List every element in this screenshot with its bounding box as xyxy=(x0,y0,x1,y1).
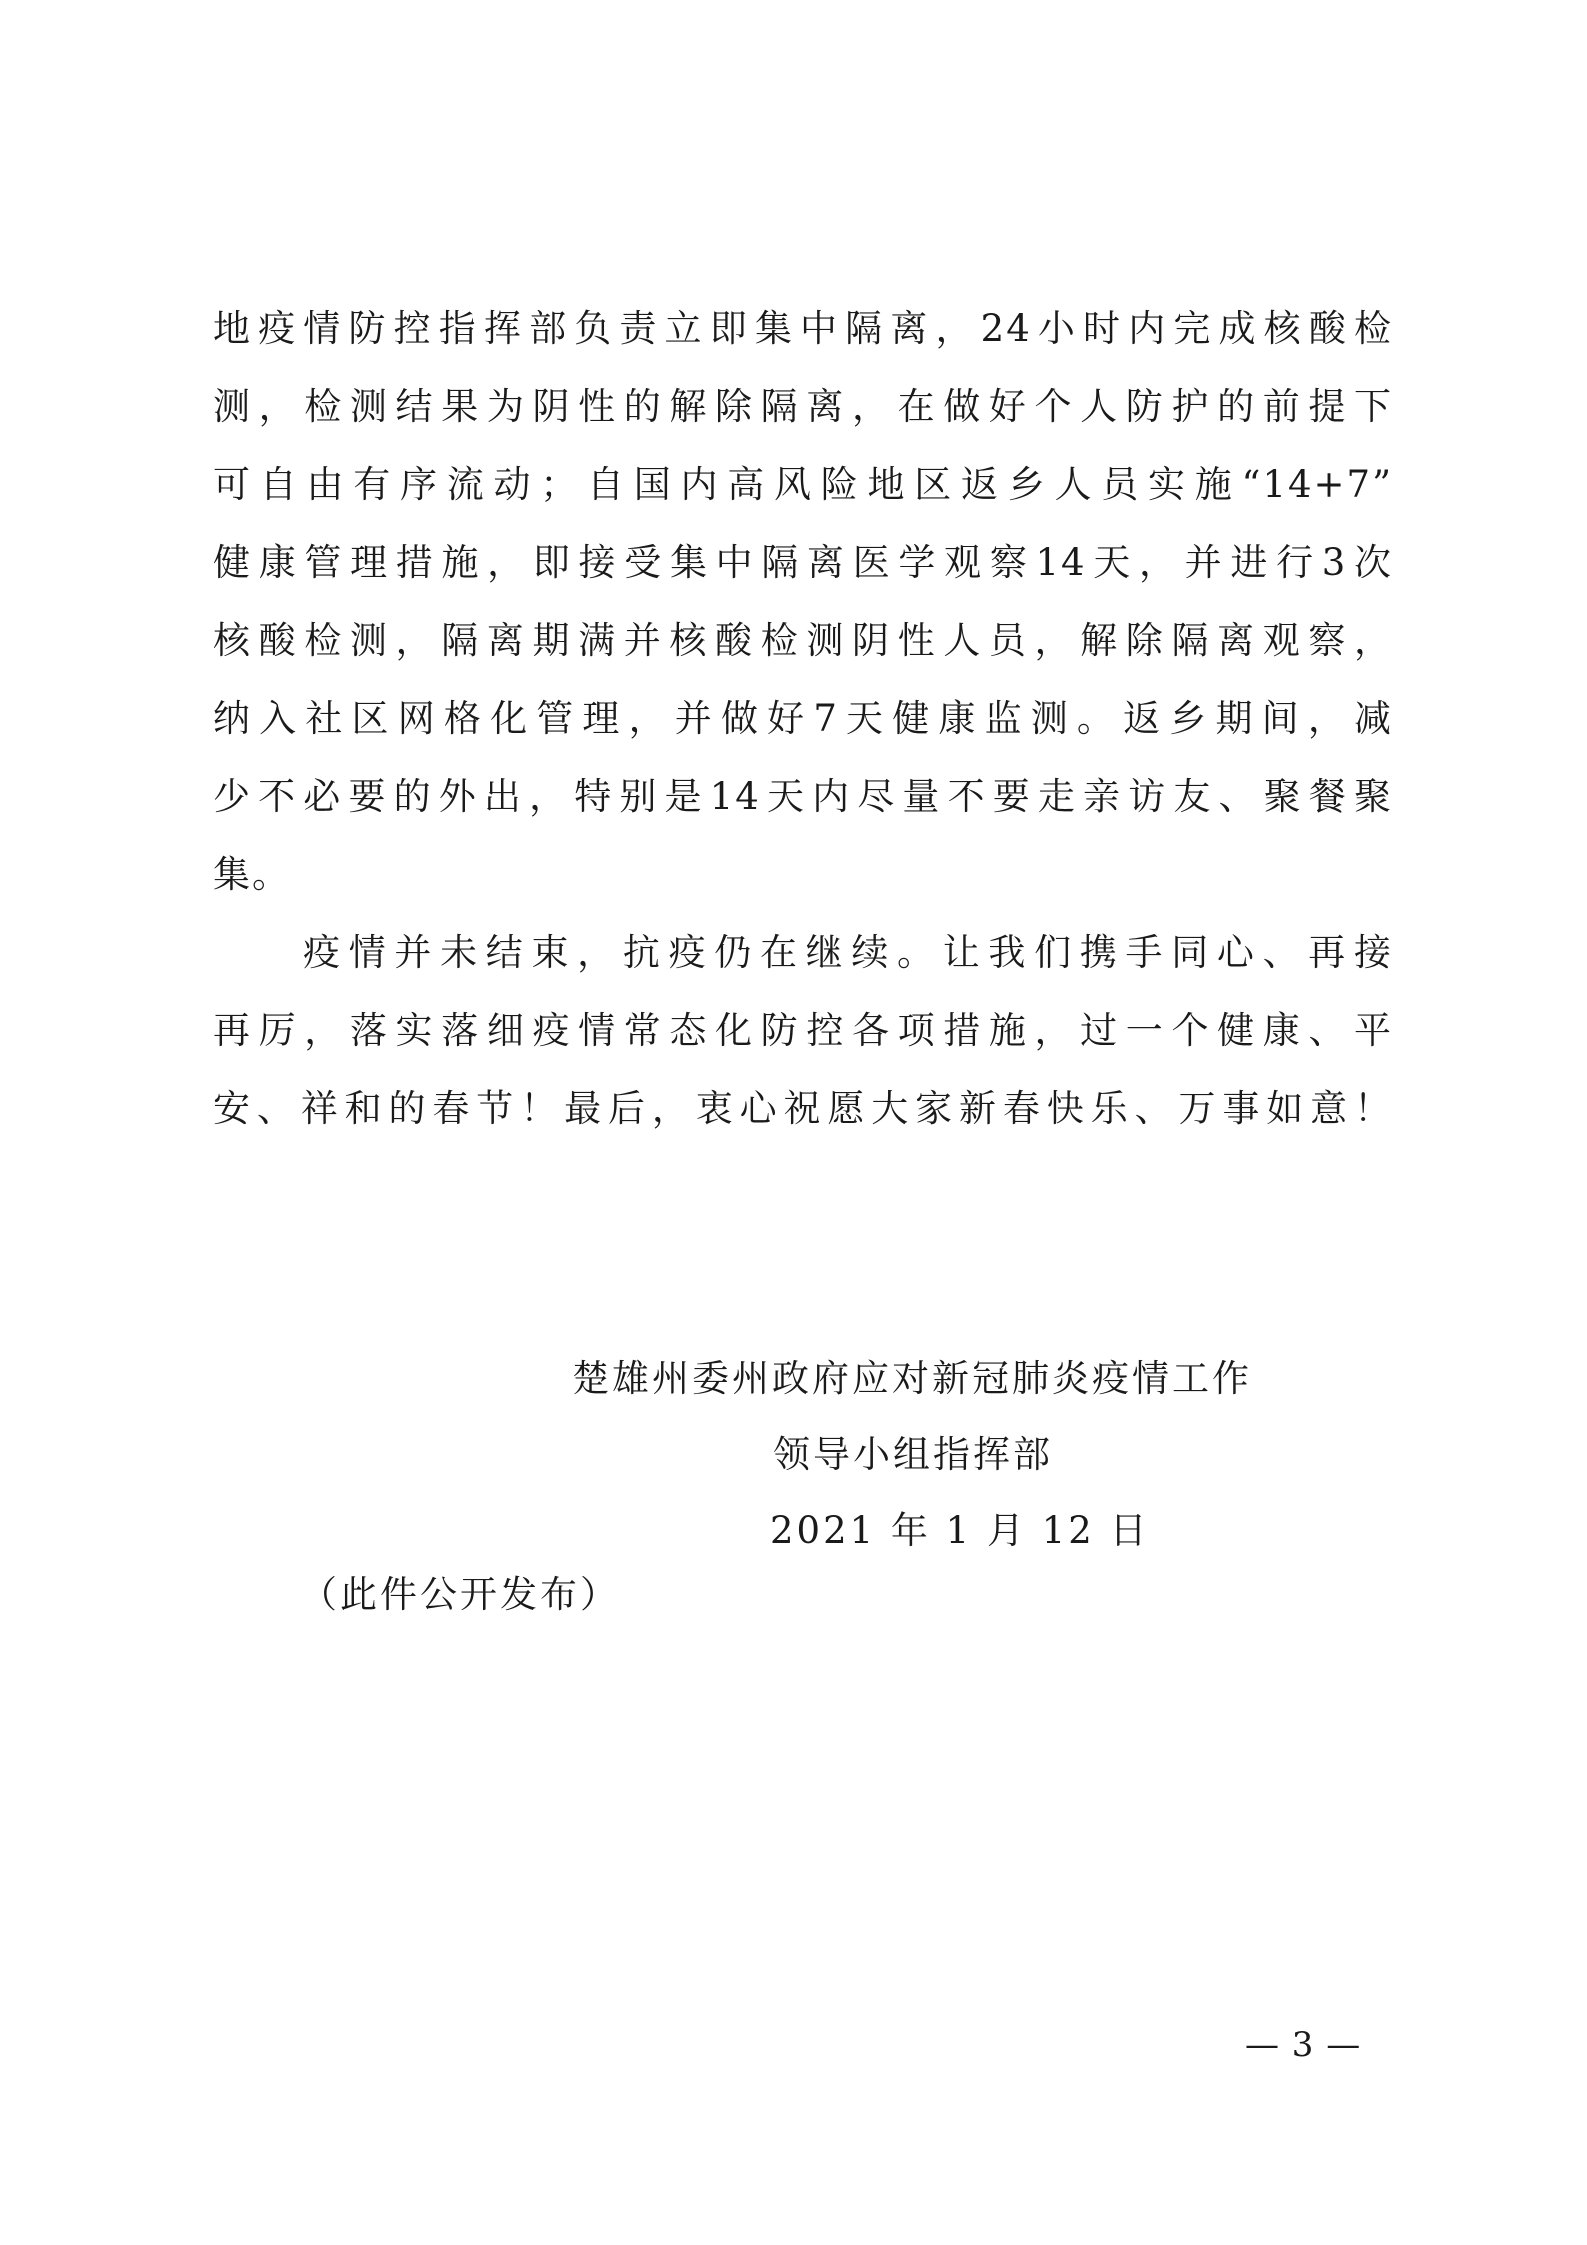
paragraph-1-line-4: 健康管理措施，即接受集中隔离医学观察14天，并进行3次 xyxy=(213,541,1393,584)
paragraph-1-line-8: 集。 xyxy=(213,853,291,896)
signature-date: 2021 年 1 月 12 日 xyxy=(770,1509,1150,1552)
paragraph-1-line-2: 测，检测结果为阴性的解除隔离，在做好个人防护的前提下 xyxy=(213,385,1393,428)
paragraph-1-line-3: 可自由有序流动；自国内高风险地区返乡人员实施“14+7” xyxy=(213,463,1393,506)
paragraph-1-line-6: 纳入社区网格化管理，并做好7天健康监测。返乡期间，减 xyxy=(213,697,1393,740)
paragraph-2-line-3: 安、祥和的春节！最后，衷心祝愿大家新春快乐、万事如意！ xyxy=(213,1087,1393,1130)
signature-org-line-2: 领导小组指挥部 xyxy=(773,1433,1053,1476)
paragraph-1-line-5: 核酸检测，隔离期满并核酸检测阴性人员，解除隔离观察， xyxy=(213,619,1393,662)
publish-note: （此件公开发布） xyxy=(300,1573,620,1616)
page-number: — 3 — xyxy=(1245,2025,1362,2065)
paragraph-1-line-1: 地疫情防控指挥部负责立即集中隔离，24小时内完成核酸检 xyxy=(213,307,1393,350)
body-text xyxy=(213,290,1393,1148)
paragraph-2-line-2: 再厉，落实落细疫情常态化防控各项措施，过一个健康、平 xyxy=(213,1009,1393,1052)
paragraph-1-line-7: 少不必要的外出，特别是14天内尽量不要走亲访友、聚餐聚 xyxy=(213,775,1393,818)
signature-org-line-1: 楚雄州委州政府应对新冠肺炎疫情工作 xyxy=(572,1357,1252,1400)
paragraph-2-line-1: 疫情并未结束，抗疫仍在继续。让我们携手同心、再接 xyxy=(303,931,1393,974)
